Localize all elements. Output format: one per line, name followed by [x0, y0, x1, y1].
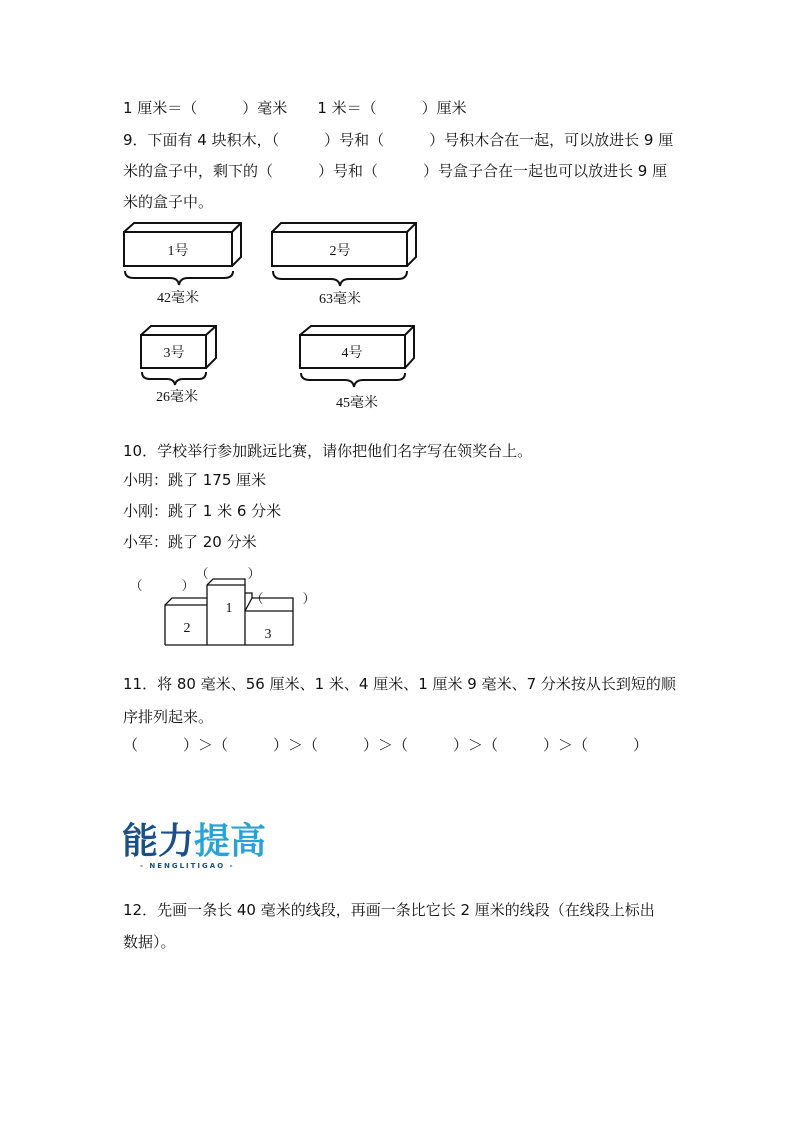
unit-conversion-line: 1 厘米＝（ ）毫米 1 米＝（ ）厘米 [123, 99, 467, 117]
podium-blank-second: （ ） [129, 579, 195, 594]
podium-figure [0, 555, 800, 655]
logo-text-part2: 提高 [194, 821, 267, 862]
q12-line-1: 12．先画一条长 40 毫米的线段，再画一条比它长 2 厘米的线段（在线段上标出 [123, 901, 655, 919]
logo-text-part1: 能力 [122, 821, 195, 862]
q9-line-1: 9．下面有 4 块积木，（ ）号和（ ）号积木合在一起，可以放进长 9 厘 [123, 131, 674, 149]
q12-line-2: 数据）。 [123, 933, 176, 951]
q9-line-3: 米的盒子中。 [123, 193, 214, 211]
podium-place-2: 2 [183, 621, 191, 636]
podium-blank-third: （ ） [250, 592, 316, 607]
block-2-length: 63毫米 [319, 292, 361, 307]
block-1-label: 1号 [167, 244, 189, 259]
block-4-length: 45毫米 [336, 396, 378, 411]
block-3-length: 26毫米 [156, 390, 198, 405]
blocks-figure [0, 0, 800, 420]
q10-xiaogang: 小刚：跳了 1 米 6 分米 [123, 502, 282, 520]
q10-xiaoming: 小明：跳了 175 厘米 [123, 471, 267, 489]
block-1-length: 42毫米 [157, 291, 199, 306]
logo-subtitle: - NENGLITIGAO - [140, 862, 235, 870]
q9-line-2: 米的盒子中，剩下的（ ）号和（ ）号盒子合在一起也可以放进长 9 厘 [123, 162, 668, 180]
q11-answer-blanks: （ ）＞（ ）＞（ ）＞（ ）＞（ ）＞（ ） [123, 736, 649, 754]
podium-place-3: 3 [264, 627, 272, 642]
q10-xiaojun: 小军：跳了 20 分米 [123, 533, 257, 551]
q10-question: 10．学校举行参加跳远比赛，请你把他们名字写在领奖台上。 [123, 442, 533, 460]
block-4-label: 4号 [341, 346, 363, 361]
section-logo [122, 822, 272, 872]
podium-place-1: 1 [225, 601, 233, 616]
block-2-label: 2号 [329, 244, 351, 259]
block-3-label: 3号 [163, 346, 185, 361]
q11-line-1: 11．将 80 毫米、56 厘米、1 米、4 厘米、1 厘米 9 毫米、7 分米按从长到短的顺 [123, 675, 676, 693]
q11-line-2: 序排列起来。 [123, 708, 214, 726]
podium-blank-first: （ ） [195, 567, 261, 582]
